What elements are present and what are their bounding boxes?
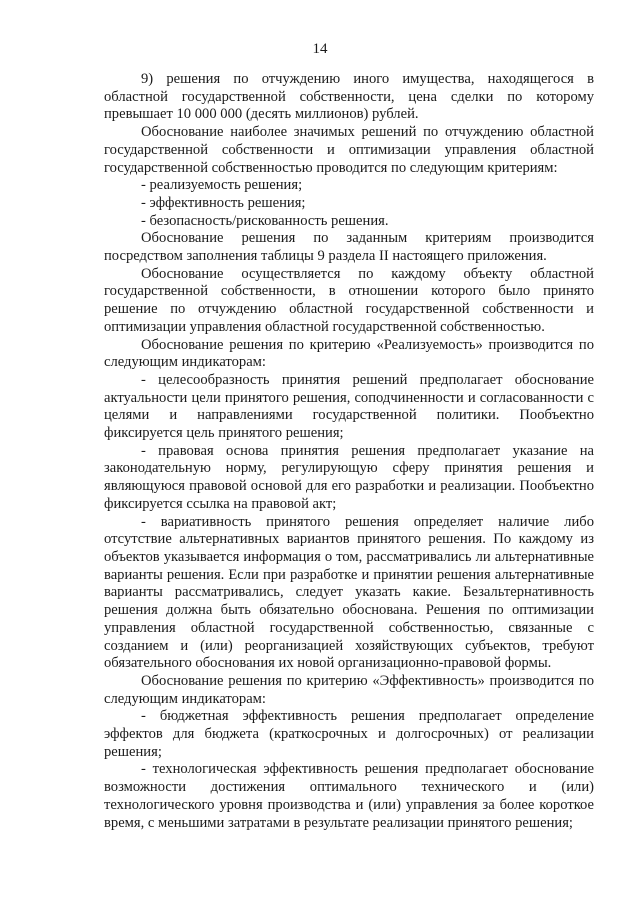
list-item-effectiveness: - эффективность решения;: [141, 194, 306, 211]
page-number: 14: [312, 41, 328, 57]
paragraph-feasibility-intro: Обоснование решения по критерию «Реализуемость» производится по следующим индикаторам:: [104, 336, 594, 371]
list-item-variability: - вариативность принятого решения определяет наличие либо отсутствие альтернативных вариантов принятого решения. По каждому из объектов указывается информация о том, рассматривались ли альтернативные варианты решения. Если при разработке и принятии решения альтернативные варианты рассматривались, следует указать какие. Безальтернативность решения должна быть обязательно обоснована. Решения по оптимизации управления областной государственной собственностью, связанные с созданием и (или) реорганизацией хозяйствующих субъектов, требуют обязательного обоснования их новой организационно-правовой формы.: [104, 513, 594, 672]
list-item-safety: - безопасность/рискованность решения.: [141, 212, 389, 229]
paragraph-table-reference: Обоснование решения по заданным критериям производится посредством заполнения таблицы 9 раздела II настоящего приложения.: [104, 230, 594, 265]
list-item-legal-basis: - правовая основа принятия решения предполагает указание на законодательную норму, регулирующую сферу принятия решения и являющуюся правовой основой для его разработки и реализации. Пообъектно фиксируется ссылка на правовой акт;: [104, 442, 594, 512]
list-item-feasibility: - реализуемость решения;: [141, 177, 303, 194]
paragraph-effectiveness-intro: Обоснование решения по критерию «Эффективность» производится по следующим индикаторам:: [104, 672, 594, 707]
list-item-technological-efficiency: - технологическая эффективность решения предполагает обоснование возможности достижения оптимального технического и (или) технологического уровня производства и (или) управления за более короткое время, с меньшими затратами в результате реализации принятого решения;: [104, 761, 594, 831]
paragraph-per-object: Обоснование осуществляется по каждому объекту областной государственной собственности, в отношении которого было принято решение по отчуждению областной государственной собственности и оптимизации управления областной государственной собственностью.: [104, 265, 594, 335]
list-item-budget-efficiency: - бюджетная эффективность решения предполагает определение эффектов для бюджета (краткосрочных и долгосрочных) от реализации решения;: [104, 708, 594, 760]
paragraph-criteria-intro: Обоснование наиболее значимых решений по отчуждению областной государственной собственности и оптимизации управления областной государственной собственностью проводится по следующим критериям:: [104, 124, 594, 176]
paragraph-item-9: 9) решения по отчуждению иного имущества, находящегося в областной государственной собственности, цена сделки по которому превышает 10 000 000 (десять миллионов) рублей.: [104, 71, 594, 123]
document-body: [104, 71, 594, 832]
list-item-expediency: - целесообразность принятия решений предполагает обоснование актуальности цели принятого решения, соподчиненности и согласованности с целями и направлениями государственной политики. Пообъектно фиксируется цель принятого решения;: [104, 371, 594, 442]
